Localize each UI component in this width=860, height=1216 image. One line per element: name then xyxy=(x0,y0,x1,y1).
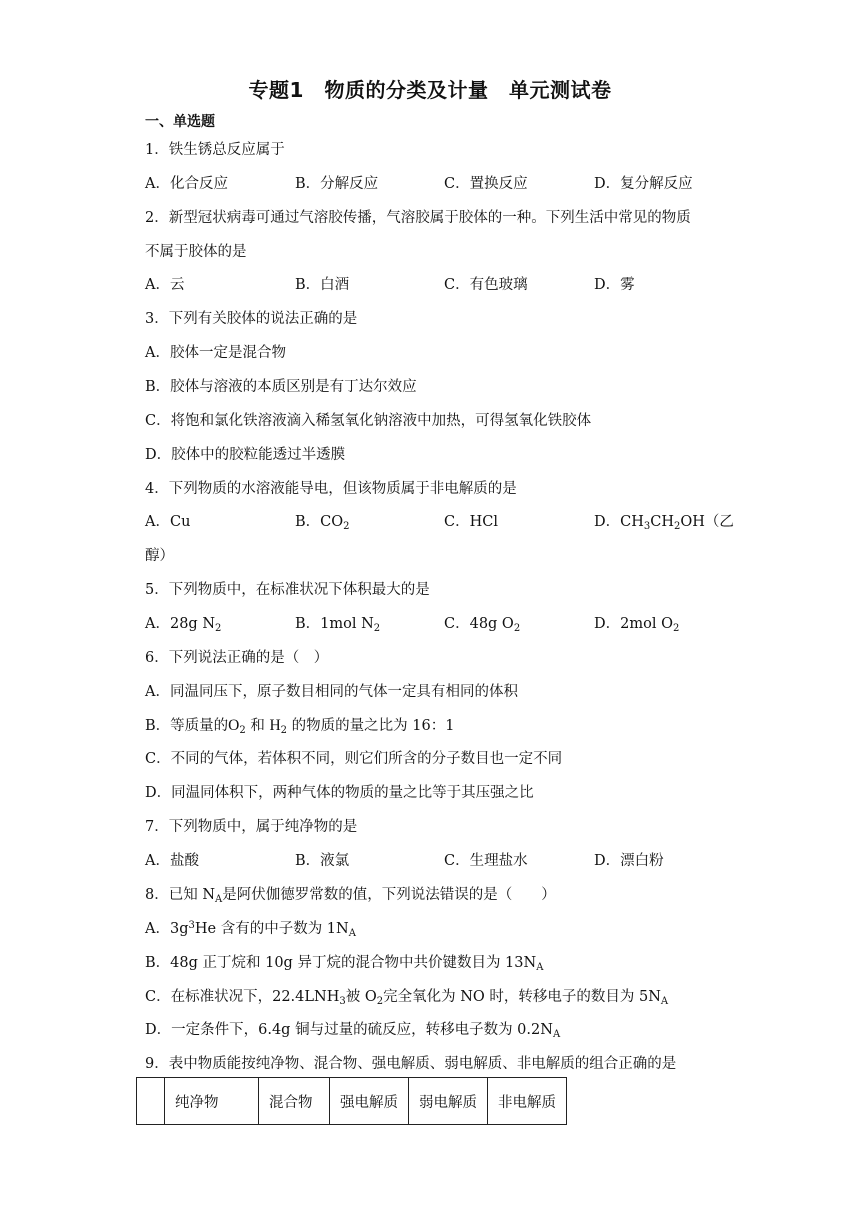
q8-option-c: C．在标准状况下，$22.4LNH_3$被 $O_2$完全氧化为 NO 时，转移电子的数目为 $5N_A$ xyxy=(145,989,669,1007)
q4-option-b: B．$CO_2$ xyxy=(295,514,350,532)
q5-option-d: D．2mol $O_2$ xyxy=(594,616,680,634)
q7-option-b: B．液氯 xyxy=(295,853,350,869)
q5-option-c: C．48g $O_2$ xyxy=(444,616,521,634)
question-3-stem: 3．下列有关胶体的说法正确的是 xyxy=(145,311,358,327)
table-header-cell: 混合物 xyxy=(259,1078,330,1125)
q6-option-c: C．不同的气体，若体积不同，则它们所含的分子数目也一定不同 xyxy=(145,751,563,767)
table-header-cell: 非电解质 xyxy=(488,1078,567,1125)
q7-option-d: D．漂白粉 xyxy=(594,853,664,869)
question-2-stem: 2．新型冠状病毒可通过气溶胶传播，气溶胶属于胶体的一种。下列生活中常见的物质 xyxy=(145,210,691,226)
q8-option-b: B．48g 正丁烷和 10g 异丁烷的混合物中共价键数目为 $13N_A$ xyxy=(145,955,544,973)
question-6-stem: 6．下列说法正确的是（ ） xyxy=(145,650,329,666)
q3-option-a: A．胶体一定是混合物 xyxy=(145,345,286,361)
q5-option-b: B．1mol $N_2$ xyxy=(295,616,381,634)
question-5-stem: 5．下列物质中，在标准状况下体积最大的是 xyxy=(145,582,430,598)
q2-option-a: A．云 xyxy=(145,277,185,293)
q4-option-c: C．HCl xyxy=(444,514,498,530)
q7-option-a: A．盐酸 xyxy=(145,853,199,869)
question-7-stem: 7．下列物质中，属于纯净物的是 xyxy=(145,819,358,835)
table-header-cell: 纯净物 xyxy=(165,1078,259,1125)
q1-option-d: D．复分解反应 xyxy=(594,176,693,192)
q2-option-c: C．有色玻璃 xyxy=(444,277,528,293)
answer-table xyxy=(136,1077,567,1125)
q5-option-a: A．28g $N_2$ xyxy=(145,616,222,634)
q2-option-d: D．雾 xyxy=(594,277,635,293)
q8-option-d: D．一定条件下，6.4g 铜与过量的硫反应，转移电子数为 $0.2N_A$ xyxy=(145,1022,561,1040)
q3-option-d: D．胶体中的胶粒能透过半透膜 xyxy=(145,447,346,463)
q4-option-a: A．Cu xyxy=(145,514,191,530)
table-header-cell: 弱电解质 xyxy=(409,1078,488,1125)
q2-option-b: B．白酒 xyxy=(295,277,350,293)
q1-option-c: C．置换反应 xyxy=(444,176,528,192)
q1-option-a: A．化合反应 xyxy=(145,176,228,192)
q8-option-a: A．$3g^3He$ 含有的中子数为 $1N_A$ xyxy=(145,920,356,939)
question-8-stem: 8．已知 $N_A$是阿伏伽德罗常数的值，下列说法错误的是（ ） xyxy=(145,887,556,905)
question-9-stem: 9．表中物质能按纯净物、混合物、强电解质、弱电解质、非电解质的组合正确的是 xyxy=(145,1056,677,1072)
q6-option-d: D．同温同体积下，两种气体的物质的量之比等于其压强之比 xyxy=(145,785,534,801)
table-header-cell: 强电解质 xyxy=(330,1078,409,1125)
q6-option-a: A．同温同压下，原子数目相同的气体一定具有相同的体积 xyxy=(145,684,518,700)
q6-option-b: B．等质量的$O_2$ 和 $H_2$ 的物质的量之比为 16：1 xyxy=(145,717,455,736)
table-header-row xyxy=(137,1078,567,1125)
q1-option-b: B．分解反应 xyxy=(295,176,379,192)
question-2-stem-cont: 不属于胶体的是 xyxy=(145,244,247,260)
page-title: 专题1 物质的分类及计量 单元测试卷 xyxy=(248,78,612,102)
q3-option-c: C．将饱和氯化铁溶液滴入稀氢氧化钠溶液中加热，可得氢氧化铁胶体 xyxy=(145,413,592,429)
question-1-stem: 1．铁生锈总反应属于 xyxy=(145,142,285,158)
q4-option-d: D．$CH_3CH_2OH$（乙 xyxy=(594,514,734,532)
table-header-cell xyxy=(137,1078,165,1125)
question-4-stem: 4．下列物质的水溶液能导电，但该物质属于非电解质的是 xyxy=(145,481,517,497)
q4-option-d-wrap: 醇） xyxy=(145,548,174,564)
q3-option-b: B．胶体与溶液的本质区别是有丁达尔效应 xyxy=(145,379,417,395)
q7-option-c: C．生理盐水 xyxy=(444,853,528,869)
section-heading: 一、单选题 xyxy=(145,114,215,130)
